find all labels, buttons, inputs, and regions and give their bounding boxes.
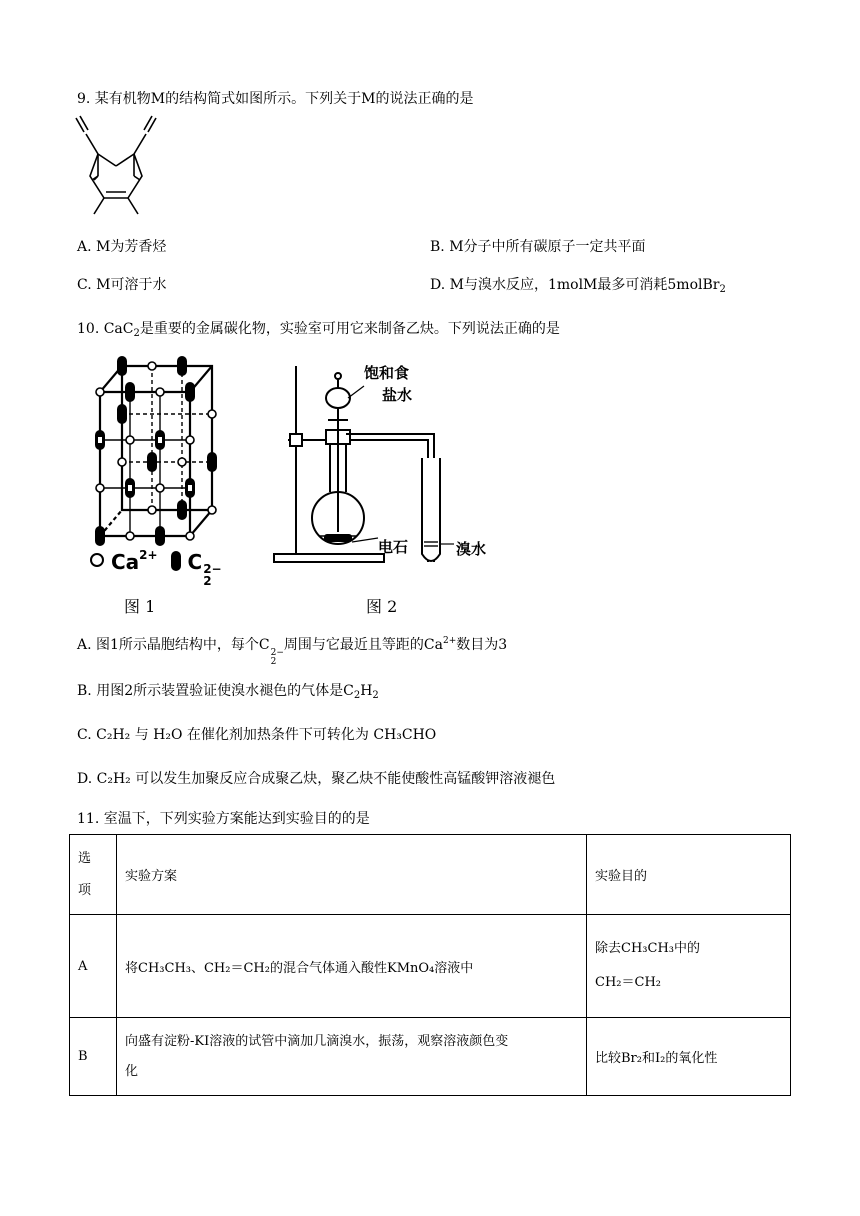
fig2-caption: 图 2 bbox=[366, 597, 398, 616]
legend-ca-label: Ca bbox=[110, 550, 140, 574]
q9-stem: 9. 某有机物M的结构简式如图所示。下列关于M的说法正确的是 bbox=[77, 91, 474, 107]
fig1-legend: $Ca^{2+}$ C 2− 2 bbox=[90, 548, 222, 587]
q10-option-a: A. 图1所示晶胞结构中，每个C 2− 2 周围与它最近且等距的$Ca^{2+}$数目为3 bbox=[77, 636, 508, 667]
q9-option-c: C. M可溶于水 bbox=[77, 277, 167, 293]
label-bromine-water: 溴水 bbox=[456, 540, 487, 558]
q11-experiment-table bbox=[69, 834, 791, 1096]
row-b-purpose: 比较Br₂和I₂的氧化性 bbox=[587, 1018, 791, 1096]
header-purpose: 实验目的 bbox=[587, 835, 791, 915]
row-b-option: B bbox=[70, 1018, 117, 1096]
label-saturated-brine-2: 盐水 bbox=[382, 386, 413, 404]
row-a-purpose: 除去CH₃CH₃中的 CH₂＝CH₂ bbox=[587, 915, 791, 1018]
label-calcium-carbide: 电石 bbox=[378, 538, 409, 556]
legend-c2-label: C bbox=[187, 550, 203, 574]
q9-option-a: A. M为芳香烃 bbox=[77, 239, 167, 255]
row-b-plan: 向盛有淀粉-KI溶液的试管中滴加几滴溴水，振荡，观察溶液颜色变 化 bbox=[117, 1018, 587, 1096]
q10-option-c: C. C₂H₂ 与 H₂O 在催化剂加热条件下可转化为 CH₃CHO bbox=[77, 727, 437, 743]
fig1-crystal-cell bbox=[86, 350, 226, 580]
ca-ion-icon bbox=[90, 553, 104, 567]
table-row bbox=[70, 915, 791, 1018]
row-a-plan: 将CH₃CH₃、CH₂＝CH₂的混合气体通入酸性KMnO₄溶液中 bbox=[117, 915, 587, 1018]
row-a-option: A bbox=[70, 915, 117, 1018]
q11-stem: 11. 室温下，下列实验方案能达到实验目的的是 bbox=[77, 811, 370, 827]
fig1-caption: 图 1 bbox=[124, 597, 156, 616]
q9-option-b: B. M分子中所有碳原子一定共平面 bbox=[430, 239, 646, 255]
q10-option-b: B. 用图2所示装置验证使溴水褪色的气体是$C_2H_2$ bbox=[77, 683, 379, 701]
header-plan: 实验方案 bbox=[117, 835, 587, 915]
table-row bbox=[70, 1018, 791, 1096]
label-saturated-brine-1: 饱和食 bbox=[364, 364, 410, 382]
q10-option-d: D. C₂H₂ 可以发生加聚反应合成聚乙炔，聚乙炔不能使酸性高锰酸钾溶液褪色 bbox=[77, 771, 556, 787]
header-option: 选 项 bbox=[70, 835, 117, 915]
q9-structure-diagram bbox=[72, 114, 162, 224]
q10-stem: 10. CaC$_2$是重要的金属碳化物，实验室可用它来制备乙炔。下列说法正确的是 bbox=[77, 321, 560, 339]
q9-option-d: D. M与溴水反应，1molM最多可消耗5molBr$_2$ bbox=[430, 277, 726, 295]
c2-ion-icon bbox=[171, 551, 181, 571]
table-header-row bbox=[70, 835, 791, 915]
